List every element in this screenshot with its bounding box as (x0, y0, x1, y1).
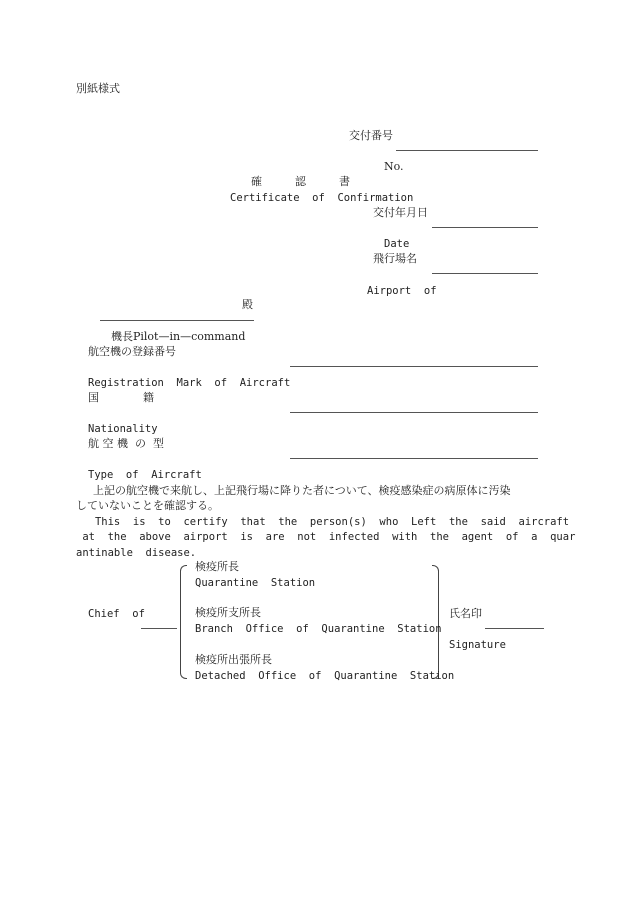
issue-date-field[interactable] (432, 227, 538, 228)
option-branch-en: Branch Office of Quarantine Station (195, 623, 442, 635)
registration-label-en: Registration Mark of Aircraft (88, 377, 291, 389)
airport-label: 飛行場名 (373, 252, 417, 265)
statement-en-1: This is to certify that the person(s) who Left the said aircraft (76, 516, 570, 528)
nationality-label-ja: 国 籍 (88, 391, 154, 404)
statement-en-2: at the above airport is are not infected with the agent of a quar (76, 531, 576, 543)
pilot-label: 機長Pilot—in—command (111, 330, 246, 343)
registration-label-ja: 航空機の登録番号 (88, 345, 176, 358)
aircraft-type-label-ja: 航 空 機 の 型 (88, 437, 164, 450)
registration-field[interactable] (290, 366, 538, 367)
signature-label: Signature (449, 639, 506, 651)
issue-date-label-en: Date (384, 238, 410, 250)
airport-field[interactable] (432, 273, 538, 274)
signature-field[interactable] (485, 628, 544, 629)
issue-date-label: 交付年月日 (373, 206, 428, 219)
aircraft-type-label-en: Type of Aircraft (88, 469, 202, 481)
option-branch-ja: 検疫所支所長 (195, 606, 261, 619)
issue-number-label-en: No. (384, 160, 404, 173)
honorific: 殿 (242, 298, 253, 311)
form-label: 別紙様式 (76, 82, 120, 95)
statement-ja-2: していないことを確認する。 (76, 499, 219, 512)
left-brace (180, 565, 187, 679)
option-station-en: Quarantine Station (195, 577, 316, 589)
issue-number-field[interactable] (396, 150, 538, 151)
nationality-label-en: Nationality (88, 423, 158, 435)
option-detached-en: Detached Office of Quarantine Station (195, 670, 455, 682)
title-ja: 確 認 書 (251, 175, 350, 188)
chief-of-label: Chief of (88, 608, 145, 620)
title-en: Certificate of Confirmation (230, 192, 414, 204)
chief-of-field[interactable] (141, 628, 177, 629)
aircraft-type-field[interactable] (290, 458, 538, 459)
seal-label: 氏名印 (449, 607, 482, 620)
issue-number-label: 交付番号 (349, 129, 393, 142)
option-detached-ja: 検疫所出張所長 (195, 653, 272, 666)
option-station-ja: 検疫所長 (195, 560, 239, 573)
nationality-field[interactable] (290, 412, 538, 413)
statement-en-3: antinable disease. (76, 547, 197, 559)
airport-label-en: Airport of (367, 285, 437, 297)
statement-ja-1: 上記の航空機で来航し、上記飛行場に降りた者について、検疫感染症の病原体に汚染 (82, 484, 511, 497)
addressee-field[interactable] (100, 320, 254, 321)
